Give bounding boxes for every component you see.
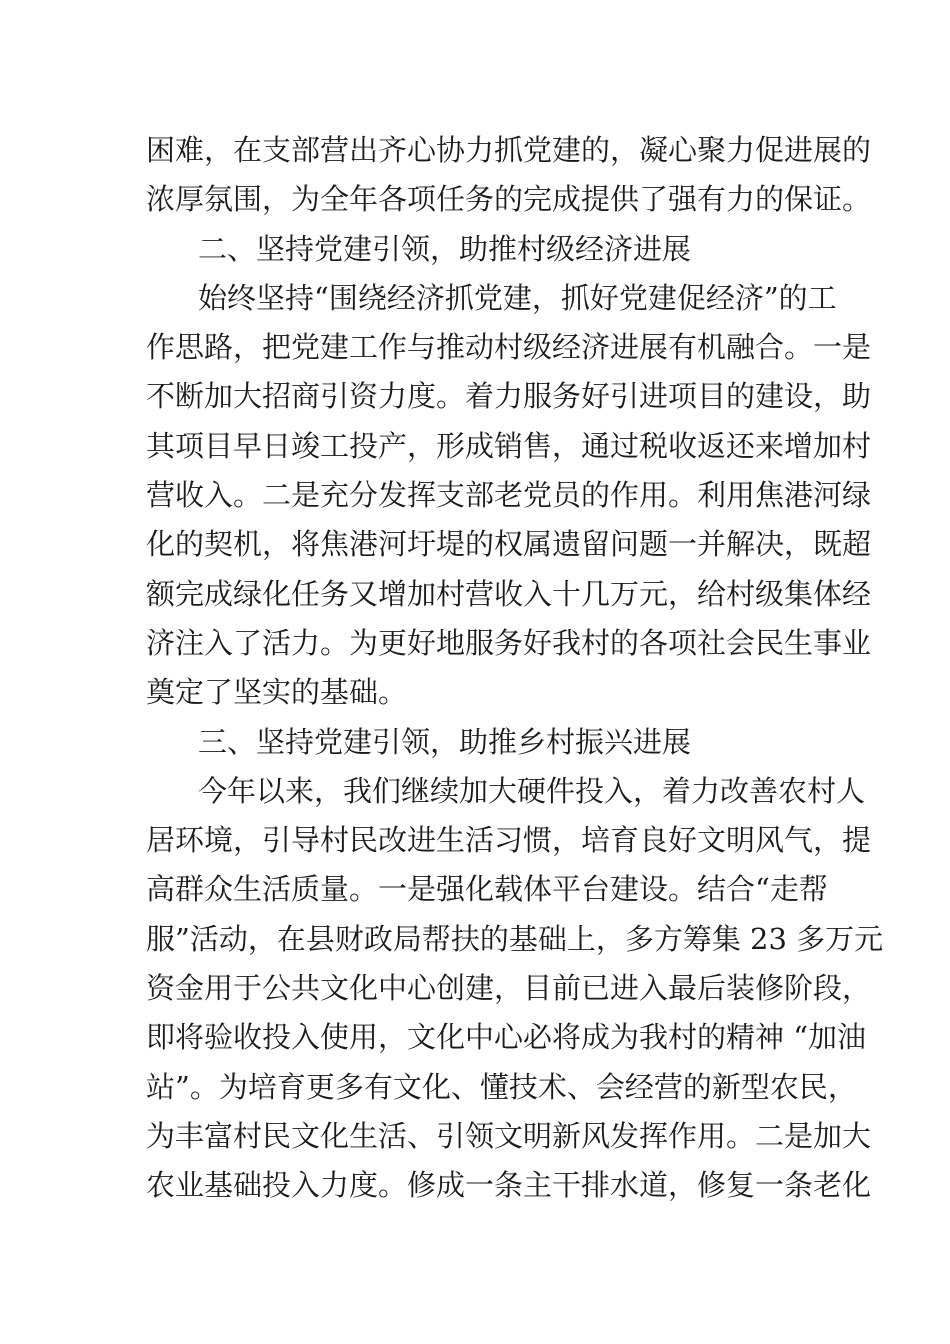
- paragraph-line: 为丰富村民文化生活、引领文明新风发挥作用。二是加大: [146, 1118, 872, 1153]
- paragraph-line: 作思路，把党建工作与推动村级经济进展有机融合。一是: [146, 330, 872, 365]
- paragraph-line: 始终坚持“围绕经济抓党建，抓好党建促经济”的工: [198, 280, 837, 315]
- paragraph-line: 化的契机，将焦港河圩堤的权属遗留问题一并解决，既超: [146, 527, 872, 562]
- paragraph-line: 济注入了活力。为更好地服务好我村的各项社会民生事业: [146, 625, 872, 660]
- paragraph-line: 服”活动，在县财政局帮扶的基础上，多方筹集 23 多万元: [146, 921, 884, 956]
- paragraph-line: 额完成绿化任务又增加村营收入十几万元，给村级集体经: [146, 576, 872, 611]
- paragraph-line: 其项目早日竣工投产，形成销售，通过税收返还来增加村: [146, 428, 872, 463]
- paragraph-line: 浓厚氛围，为全年各项任务的完成提供了强有力的保证。: [146, 182, 872, 217]
- section-heading: 二、坚持党建引领，助推村级经济进展: [198, 231, 692, 266]
- paragraph-line: 农业基础投入力度。修成一条主干排水道，修复一条老化: [146, 1168, 872, 1203]
- paragraph-line: 不断加大招商引资力度。着力服务好引进项目的建设，助: [146, 379, 872, 414]
- paragraph-line: 站”。为培育更多有文化、懂技术、会经营的新型农民，: [146, 1069, 857, 1104]
- paragraph-line: 高群众生活质量。一是强化载体平台建设。结合“走帮: [146, 872, 828, 907]
- paragraph-line: 今年以来，我们继续加大硬件投入，着力改善农村人: [198, 773, 866, 808]
- document-body: [146, 126, 884, 1211]
- paragraph-line: 奠定了坚实的基础。: [146, 675, 408, 710]
- paragraph-line: 居环境，引导村民改进生活习惯，培育良好文明风气，提: [146, 823, 872, 858]
- paragraph-line: 困难，在支部营出齐心协力抓党建的，凝心聚力促进展的: [146, 133, 872, 167]
- paragraph-line: 即将验收投入使用，文化中心必将成为我村的精神 “加油: [146, 1020, 867, 1055]
- paragraph-line: 资金用于公共文化中心创建，目前已进入最后装修阶段，: [146, 971, 872, 1006]
- paragraph-line: 营收入。二是充分发挥支部老党员的作用。利用焦港河绿: [146, 478, 872, 513]
- section-heading: 三、坚持党建引领，助推乡村振兴进展: [198, 724, 692, 759]
